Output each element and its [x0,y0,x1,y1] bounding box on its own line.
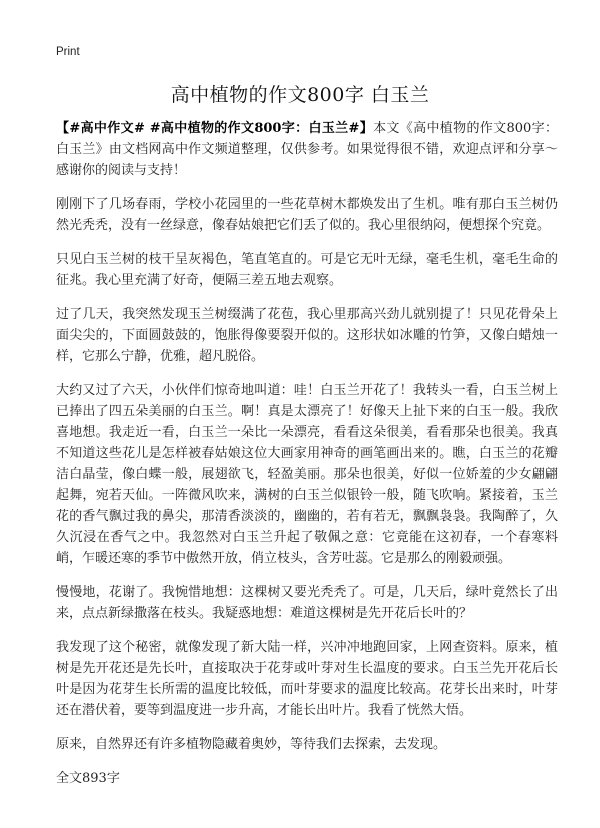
body-paragraph-1: 刚刚下了几场春雨，学校小花园里的一些花草树木都焕发出了生机。唯有那白玉兰树仍然光秃秃，没有一丝绿意，像春姑娘把它们丢了似的。我心里很纳闷，便想探个究竟。 [56,197,558,233]
print-label: Print [56,46,80,58]
page-title: 高中植物的作文800字 白玉兰 [170,84,430,106]
intro-tag: 【#高中作文# #高中植物的作文800字：白玉兰#】 [56,121,374,136]
body-paragraph-7: 原来，自然界还有许多植物隐藏着奥妙，等待我们去探索，去发现。 [56,737,447,752]
body-paragraph-2: 只见白玉兰树的枝干呈灰褐色，笔直笔直的。可是它无叶无绿，毫毛生机，毫毛生命的征兆。我心里充满了好奇，便隔三差五地去观察。 [56,252,558,288]
body-paragraph-5: 慢慢地，花谢了。我惋惜地想：这棵树又要光秃秃了。可是，几天后，绿叶竟然长了出来，点点新绿撒落在枝头。我疑惑地想：难道这棵树是先开花后长叶的？ [56,585,558,621]
body-paragraph-6: 我发现了这个秘密，就像发现了新大陆一样，兴冲冲地跑回家，上网查资料。原来，植树是先开花还是先长叶，直接取决于花芽或叶芽对生长温度的要求。白玉兰先开花后长叶是因为花芽生长所需的温度比较低，而叶芽要求的温度比较高。花芽长出来时，叶芽还在潜伏着，要等到温度进一步升高，才能长出叶片。我看了恍然大悟。 [56,640,558,718]
intro-paragraph [56,118,558,181]
body-paragraph-3: 过了几天，我突然发现玉兰树缀满了花苞，我心里那高兴劲儿就别提了！只见花骨朵上面尖尖的，下面圆鼓鼓的，饱胀得像要裂开似的。这形状如冰雕的竹笋，又像白蜡烛一样，它那么宁静，优雅，超凡脱俗。 [56,307,558,364]
body-paragraph-4: 大约又过了六天，小伙伴们惊奇地叫道：哇！白玉兰开花了！我转头一看，白玉兰树上已捧出了四五朵美丽的白玉兰。啊！真是太漂亮了！好像天上扯下来的白玉一般。我欣喜地想。我走近一看，白玉兰一朵比一朵漂亮，看看这朵很美，看看那朵也很美。我真不知道这些花儿是怎样被春姑娘这位大画家用神奇的画笔画出来的。瞧，白玉兰的花瓣洁白晶莹，像白蝶一般，展翅欲飞，轻盈美丽。那朵也很美，好似一位娇羞的少女翩翩起舞，宛若天仙。一阵微风吹来，满树的白玉兰似银铃一般，随飞吹响。紧接着，玉兰花的香气飘过我的鼻尖，那清香淡淡的，幽幽的，若有若无，飘飘袅袅。我陶醉了，久久沉浸在香气之中。我忽然对白玉兰升起了敬佩之意：它竟能在这初春，一个春寒料峭，乍暖还寒的季节中傲然开放，俏立枝头，含芳吐蕊。它是那么的刚毅顽强。 [56,383,558,566]
word-count: 全文893字 [56,771,120,786]
article-body [56,118,558,802]
intro-text: 本文《高中植物的作文800字：白玉兰》由文档网高中作文频道整理，仅供参考。如果觉得很不错，欢迎点评和分享～感谢你的阅读与支持！ [56,121,558,178]
